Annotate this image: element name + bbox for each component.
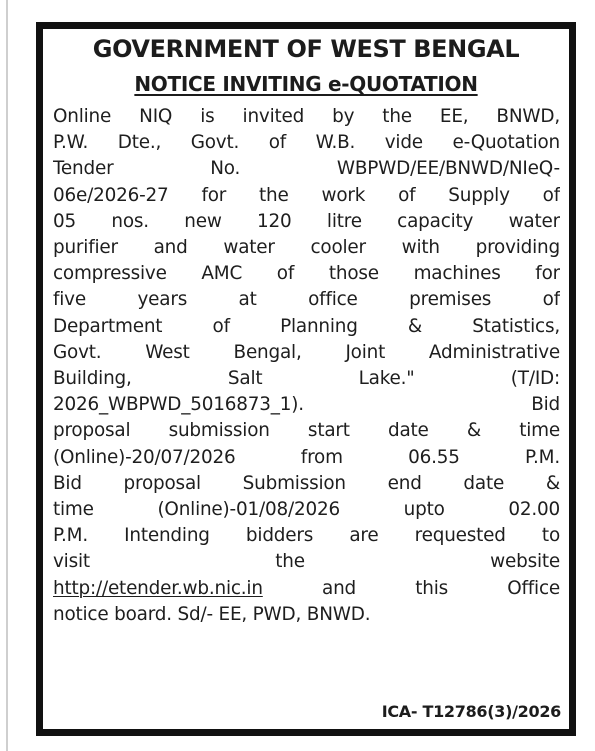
notice-line-4: 06e/2026-27 for the work of Supply of [53,184,560,206]
page-edge-divider [6,0,8,751]
notice-line-17: P.M. Intending bidders are requested to [53,525,560,547]
notice-line-11: Building, Salt Lake." (T/ID: [53,368,560,390]
notice-line-14: (Online)-20/07/2026 from 06.55 P.M. [53,446,560,468]
after-link-text: and this Office [262,577,560,599]
notice-title: GOVERNMENT OF WEST BENGAL [92,35,520,63]
notice-line-2: P.W. Dte., Govt. of W.B. vide e-Quotation [53,132,560,154]
notice-line-7: compressive AMC of those machines for [53,263,560,285]
notice-line-8: five years at office premises of [53,289,560,311]
notice-line-10: Govt. West Bengal, Joint Administrative [53,341,560,363]
notice-line-9: Department of Planning & Statistics, [53,315,560,337]
notice-line-13: proposal submission start date & time [53,420,560,442]
notice-subtitle-wrap [43,71,569,96]
notice-line-6: purifier and water cooler with providing [53,237,560,259]
notice-line-15: Bid proposal Submission end date & [53,472,560,494]
notice-line-20: notice board. Sd/- EE, PWD, BNWD. [53,603,371,625]
notice-subtitle: NOTICE INVITING e-QUOTATION [134,72,478,96]
notice-line-1: Online NIQ is invited by the EE, BNWD, [53,106,560,127]
notice-line-19 [53,576,560,602]
notice-body [53,104,560,628]
notice-line-5: 05 nos. new 120 litre capacity water [53,210,560,232]
notice-line-16: time (Online)-01/08/2026 upto 02.00 [53,499,560,521]
etender-website-link[interactable]: http://etender.wb.nic.in [53,577,263,599]
notice-line-12: 2026_WBPWD_5016873_1). Bid [53,394,560,416]
notice-reference-code: ICA- T12786(3)/2026 [381,702,561,721]
notice-line-3: Tender No. WBPWD/EE/BNWD/NIeQ- [53,158,560,180]
notice-line-18: visit the website [53,551,560,573]
notice-box [36,22,576,736]
